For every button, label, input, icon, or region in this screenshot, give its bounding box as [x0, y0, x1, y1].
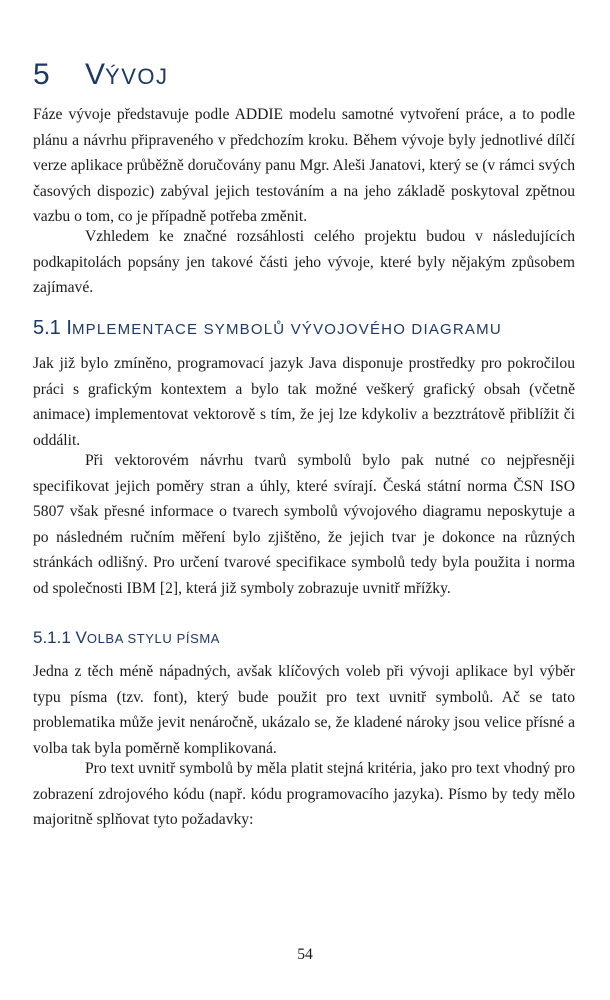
section-title-initial: I [66, 317, 72, 339]
paragraph-font-criteria: Pro text uvnitř symbolů by měla platit stejná kritéria, jako pro text vhodný pro zobrazení zdrojového kódu (např. kódu programovacího jazyka). Písmo by tedy mělo majoritně splňovat tyto požadavky: [33, 760, 575, 828]
paragraph-symbol-shapes: Při vektorovém návrhu tvarů symbolů bylo pak nutné co nejpřesněji specifikovat jejich poměry stran a úhly, které svírají. Česká státní norma ČSN ISO 5807 však přesné informace o tvarech symbolů vývojového diagramu neposkytuje a po následném ručním měření bylo zjištěno, že jejich tvar je dokonce na různých stránkách odlišný. Pro určení tvarové specifikace symbolů tedy byla použita i norma od společnosti IBM [2], která již symboly zobrazuje uvnitř mřížky. [33, 452, 575, 597]
paragraph-font-choice: Jedna z těch méně nápadných, avšak klíčových voleb při vývoji aplikace byl výběr typu písma (tzv. font), který bude použit pro text uvnitř symbolů. Ač se tato problematika může jevit nenáročně, ukázalo se, že kladené nároky jsou velice přísné a volba tak byla poměrně komplikovaná. [33, 663, 575, 757]
chapter-heading [33, 55, 168, 97]
chapter-title-rest: ÝVOJ [105, 64, 169, 89]
section-title-rest: MPLEMENTACE SYMBOLŮ VÝVOJOVÉHO DIAGRAMU [71, 321, 502, 338]
chapter-title-initial: V [85, 58, 106, 91]
subsection-title-rest: OLBA STYLU PÍSMA [86, 631, 221, 646]
section-heading-5-1-1 [33, 626, 220, 651]
subsection-number: 5.1.1 [33, 628, 71, 647]
paragraph-intro: Fáze vývoje představuje podle ADDIE modelu samotné vytvoření práce, a to podle plánu a návrhu připraveného v předchozím kroku. Během vývoje byly jednotlivé dílčí verze aplikace průběžně doručovány panu Mgr. Aleši Janatovi, který se (v rámci svých časových dispozic) zabýval jejich testováním a na jeho základě poskytoval zpětnou vazbu o tom, co je případně potřeba změnit. [33, 106, 575, 225]
chapter-number: 5 [33, 58, 50, 91]
section-number: 5.1 [33, 317, 61, 339]
subsection-title-initial: V [75, 628, 87, 647]
paragraph-scope: Vzhledem ke značné rozsáhlosti celého projektu budou v následujících podkapitolách popsány jen takové části jeho vývoje, které byly nějakým způsobem zajímavé. [33, 228, 575, 296]
page-number: 54 [297, 946, 313, 963]
paragraph-java-graphics: Jak již bylo zmíněno, programovací jazyk Java disponuje prostředky pro pokročilou práci s grafickým kontextem a bylo tak možné veškerý grafický obsah (včetně animace) implementovat vektorově s tím, že jej lze kdykoliv a bezztrátově přiblížit či oddálit. [33, 355, 575, 449]
document-page [33, 0, 575, 1000]
section-heading-5-1 [33, 314, 502, 344]
